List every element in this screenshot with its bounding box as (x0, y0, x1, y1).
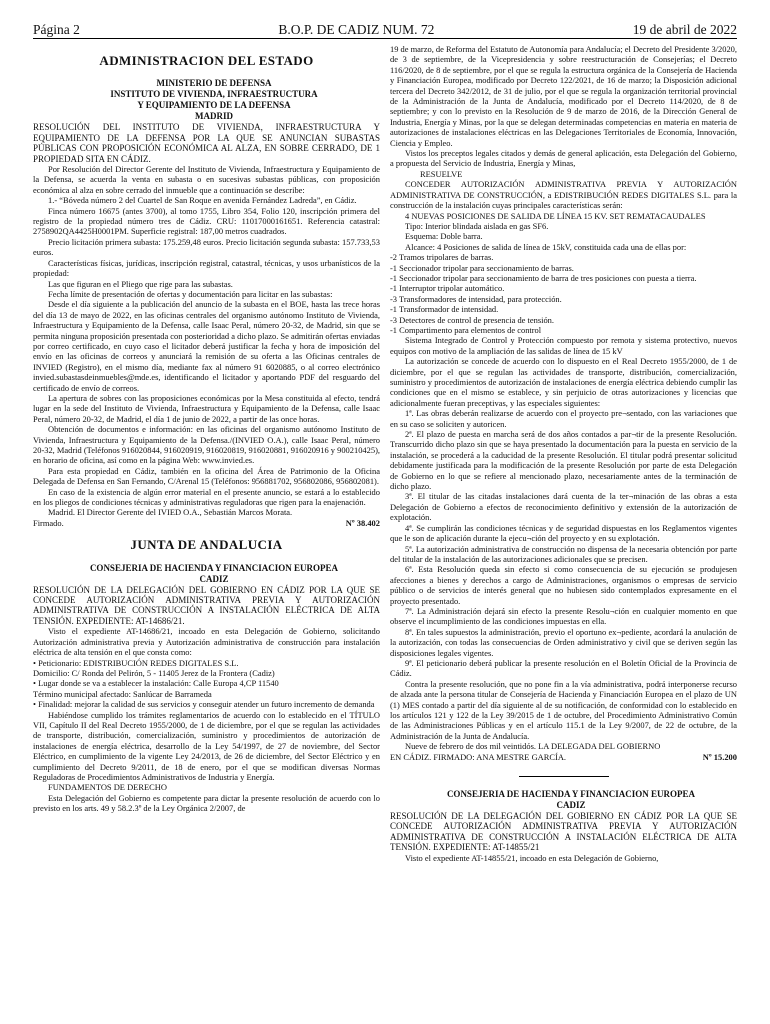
detail-line: • Peticionario: EDISTRIBUCIÓN REDES DIGITALES S.L. (33, 657, 239, 668)
paragraph: 4 NUEVAS POSICIONES DE SALIDA DE LÍNEA 15 KV. SET REMATACAUDALES (405, 210, 706, 221)
detail-line: Domicilio: C/ Ronda del Pelirón, 5 - 11405 Jerez de la Frontera (Cadiz) (33, 667, 275, 678)
condition: 5ª. La autorización administrativa de construcción no dispensa de la necesaria obtención por parte del titular de la instalación de las autorizaciones adicionales que se precisen. (390, 543, 737, 564)
paragraph: Alcance: 4 Posiciones de salida de línea de 15kV, constituida cada una de ellas por: (405, 241, 687, 252)
section-title-junta: JUNTA DE ANDALUCIA (130, 537, 283, 553)
subheading: FUNDAMENTOS DE DERECHO (48, 782, 167, 793)
detail-line: Término municipal afectado: Sanlúcar de Barrameda (33, 688, 212, 699)
list-item: -1 Transformador de intensidad. (390, 304, 499, 315)
detail-line: • Lugar donde se va a establecer la instalación: Calle Europa 4,CP 11540 (33, 678, 279, 689)
list-item: -3 Transformadores de intensidad, para protección. (390, 293, 562, 304)
paragraph: Las que figuran en el Pliego que rige para las subastas. (48, 278, 233, 289)
org-line: MADRID (195, 111, 233, 122)
condition: 3ª. El titular de las citadas instalaciones dará cuenta de la ter¬minación de las obras a esta Delegación de Gobierno a efectos de reconocimiento definitivo y extensión de la autorización de explotación. (390, 491, 737, 523)
paragraph: 19 de marzo, de Reforma del Estatuto de Autonomía para Andalucía; el Decreto del Presidente 3/2020, de 3 de septiembre, de la Vicepresidencia y sobre reestructuración de Consejerías; el Decreto 116/2020, de 8 de septiembre, por el que se regula la estructura orgánica de la Consejería de Hacienda y Financiación Europea, modificado por Decreto 122/2021, de 16 de marzo; la Disposición adicional tercera del Decreto 342/2012, de 31 de julio, por el que se regula la organización territorial provincial de la Administración de la Junta de Andalucía, modificado por el Decreto 114/2020, de 8 de septiembre; y con lo previsto en la Resolución de 9 de marzo de 2016, de la Dirección General de Industria, Energía y Minas, por la que se delegan determinadas competencias en materia en materia de autorizaciones de instalaciones eléctricas en las Delegaciones Territoriales de Economía, Innovación, Ciencia y Empleo. (390, 44, 737, 148)
paragraph: Madrid. El Director Gerente del IVIED O.A., Sebastián Marcos Morata. (48, 507, 293, 518)
paragraph: CONCEDER AUTORIZACIÓN ADMINISTRATIVA PREVIA Y AUTORIZACIÓN ADMINISTRATIVA DE CONSTRUCCIÓN, a EDISTRIBUCIÓN REDES DIGITALES S.L. para la construcción de la instalación cuyas principales características serán: (390, 179, 737, 211)
paragraph: La autorización se concede de acuerdo con lo dispuesto en el Real Decreto 1955/2000, de 1 de diciembre, por el que se regulan las actividades de transporte, distribución, comercialización, suministro y procedimientos de autorización de instalaciones de energía eléctrica debiendo cumplir las condiciones que en el mismo se establece, y sin perjuicio de otras autorizaciones y licencias que adicionalmente fueran preceptivas, y las especiales siguientes: (390, 356, 737, 408)
list-item: -2 Tramos tripolares de barras. (390, 252, 494, 263)
header-rule (33, 38, 737, 39)
resolution-title: RESOLUCIÓN DE LA DELEGACIÓN DEL GOBIERNO EN CÁDIZ POR LA QUE SE CONCEDE AUTORIZACIÓN ADMINISTRATIVA PREVIA Y AUTORIZACIÓN ADMINISTRATIVA DE CONSTRUCCIÓN A INSTALACIÓN ELÉCTRICA DE ALTA TENSIÓN. EXPEDIENTE: AT-14855/21 (390, 811, 737, 853)
paragraph: 1.- “Bóveda número 2 del Cuartel de San Roque en avenida Fernández Ladreda”, en Cádiz. (48, 195, 357, 206)
paragraph: Precio licitación primera subasta: 175.259,48 euros. Precio licitación segunda subasta: 157.733,53 euros. (33, 236, 380, 258)
paragraph: Desde el día siguiente a la publicación del anuncio de la subasta en el BOE, hasta las trece horas del día 13 de mayo de 2022, en las oficinas centrales del organismo autónomo Instituto de Vivienda, Infraestructura y Equipamiento de la Defensa, calle Isaac Peral, número 20-32, de Madrid, sin que se permita ninguna proposición presentada con posterioridad a dicho plazo. Se admitirán ofertas enviadas por correo certificado, en cuyo caso el licitador deberá justificar la fecha y hora de imposición del envío en las oficinas de correos y anunciará la remisión de su oferta a las Oficinas centrales de INVIED (Registro), en el mismo día, mediante fax al número 91 6020885, o al correo electrónico invied.subastasdeinmuebles@mde.es, identificando el licitador y aportando PDF del resguardo del certificado de envío de correos. (33, 299, 380, 393)
condition: 1ª. Las obras deberán realizarse de acuerdo con el proyecto pre¬sentado, con las variaciones que en su caso se soliciten y autoricen. (390, 408, 737, 429)
paragraph: Tipo: Interior blindada aislada en gas SF6. (405, 220, 549, 231)
signature-line (33, 518, 380, 528)
signature-label: Firmado. (33, 517, 64, 528)
paragraph: Finca número 16675 (antes 3700), al tomo 1755, Libro 354, Folio 120, inscripción primera del registro de la propiedad número tres de Cádiz. CRU: 11017000161651. Referencia catastral: 2758902QA4425H0001PM. Superficie registral: 187,00 metros cuadrados. (33, 205, 380, 237)
condition: 8ª. En tales supuestos la administración, previo el oportuno ex¬pediente, acordará la anulación de la autorización, con todas las consecuencias de Orden administrativo y civil que se deriven según las disposiciones legales vigentes. (390, 626, 737, 658)
condition: 7ª. La Administración dejará sin efecto la presente Resolu¬ción en cualquier momento en que observe el incumplimiento de las condiciones impuestas en ella. (390, 605, 737, 627)
page-number: Página 2 (33, 22, 80, 37)
paragraph: La apertura de sobres con las proposiciones económicas por la Mesa constituida al efecto, tendrá lugar en la sede del Instituto de Vivienda, Infraestructura y Equipamiento de la Defensa, calle Isaac Peral, número 20-32, de Madrid, el día 1 de junio de 2022, a partir de las once horas. (33, 392, 380, 424)
condition: 9ª. El peticionario deberá publicar la presente resolución en el Boletín Oficial de la Provincia de Cádiz. (390, 657, 737, 679)
condition: 4ª. Se cumplirán las condiciones técnicas y de seguridad dispuestas en los Reglamentos vigentes que le son de aplicación durante la ejecu¬ción del proyecto y en su explotación. (390, 522, 737, 544)
paragraph: Sistema Integrado de Control y Protección compuesto por remota y sistema protectivo, nuevos equipos con motivo de la ampliación de las salidas de línea de 15 kV (390, 335, 737, 356)
list-item: -1 Seccionador tripolar para seccionamiento de barras. (390, 262, 574, 273)
paragraph: Obtención de documentos e información: en las oficinas del organismo autónomo Instituto de Vivienda, Infraestructura y Equipamiento de la Defensa./(INVIED O.A.), calle Isaac Peral, número 20-32, Madrid (Teléfonos 916020844, 916020919, 916020819, 916020881, 916020916 y 900210425), en horario de oficina, así como en la página Web: www.invied.es. (33, 424, 380, 466)
list-item: -1 Interruptor tripolar automático. (390, 283, 505, 294)
signature-line (390, 752, 737, 762)
paragraph: Características físicas, jurídicas, inscripción registral, catastral, técnicas, y usos urbanísticos de la propiedad: (33, 257, 380, 279)
paragraph: En caso de la existencia de algún error material en el presente anuncio, se estará a lo establecido en los pliegos de condiciones técnicas y administrativas reguladoras que rigen para la enajenación. (33, 486, 380, 508)
paragraph: Visto el expediente AT-14855/21, incoado en esta Delegación de Gobierno, (405, 852, 659, 863)
list-item: -1 Compartimento para elementos de control (390, 324, 542, 335)
resolution-title: RESOLUCIÓN DEL INSTITUTO DE VIVIENDA, INFRAESTRUCTURA Y EQUIPAMIENTO DE LA DEFENSA POR LA QUE SE ANUNCIAN SUBASTAS PÚBLICAS CON PROPOSICIÓN ECONÓMICA AL ALZA, EN SOBRE CERRADO, DE 1 PROPIEDAD SITA EN CÁDIZ. (33, 122, 380, 164)
paragraph: Habiéndose cumplido los trámites reglamentarios de acuerdo con lo establecido en el TÍTULO VII, Capítulo II del Real Decreto 1955/2000, de 1 de diciembre, por el que se regulan las actividades de transporte, distribución, comercialización, suministro y procedimientos de autorización de instalaciones de energía eléctrica, desarrollo de la Ley 54/1997, de 27 de noviembre, del Sector Eléctrico, en cumplimiento de la vigente Ley 24/2013, de 26 de diciembre, del Sector Eléctrico y en cumplimiento del Decreto 9/2011, de 18 de enero, por el que se modifican diversas Normas Reguladoras de Procedimientos Administrativos de Industria y Energía. (33, 709, 380, 782)
signature-label: EN CÁDIZ. FIRMADO: ANA MESTRE GARCÍA. (390, 751, 567, 762)
org-line: CADIZ (556, 800, 586, 811)
resolution-title: RESOLUCIÓN DE LA DELEGACIÓN DEL GOBIERNO EN CÁDIZ POR LA QUE SE CONCEDE AUTORIZACIÓN ADMINISTRATIVA PREVIA Y AUTORIZACIÓN ADMINISTRATIVA DE CONSTRUCCIÓN A INSTALACIÓN ELÉCTRICA DE ALTA TENSIÓN. EXPEDIENTE: AT-14686/21. (33, 584, 380, 626)
org-line: CADIZ (199, 573, 229, 584)
paragraph: Contra la presente resolución, que no pone fin a la vía administrativa, podrá interponerse recurso de alzada ante la persona titular de Consejería de Hacienda y Financiación Europea en el plazo de UN (1) MES contado a partir del día siguiente al de su notificación, de conformidad con lo establecido en los artículos 121 y 122 de la Ley 39/2015 de 1 de octubre, del Procedimiento Administrativo Común de las Administraciones Públicas y en el artículo 115.1 de la Ley 9/2007, de 22 de octubre, de la Administración de la Junta de Andalucía. (390, 678, 737, 741)
section-title-estado: ADMINISTRACION DEL ESTADO (99, 53, 314, 68)
paragraph: Por Resolución del Director Gerente del Instituto de Vivienda, Infraestructura y Equipamiento de la Defensa, se acuerda la venta en subasta o en sucesivas subastas públicas, con proposición económica al alza en sobre cerrado del inmueble que a continuación se describe: (33, 164, 380, 195)
condition: 6ª. Esta Resolución queda sin efecto si como consecuencia de su ejecución se produjesen afecciones a bienes y derechos a cargo de Administraciones, organismos o empresas de servicio público o de servicios de interés general que no hubiesen sido contemplados expresamente en el proyecto presentado. (390, 564, 737, 606)
list-item: -3 Detectores de control de presencia de tensión. (390, 314, 554, 325)
left-column (33, 44, 380, 814)
org-line: INSTITUTO DE VIVIENDA, INFRAESTRUCTURA (110, 89, 318, 100)
condition: 2ª. El plazo de puesta en marcha será de dos años contados a par¬tir de la presente Resolución. Transcurrido dicho plazo sin que se haya presentado la documentación para la puesta en servicio de la instalación, se procederá a la caducidad de la presente Resolución. El titular podrá presentar solicitud debidamente justificada para la modificación de la presente Resolución por parte de esta Delegación de Gobierno en lo que se refiere al mencionado plazo, necesariamente antes de la terminación de dicho plazo. (390, 429, 737, 492)
paragraph: Fecha límite de presentación de ofertas y documentación para licitar en las subastas: (48, 288, 333, 299)
paragraph: Para esta propiedad en Cádiz, también en la oficina del Área de Patrimonio de la Oficina Delegada de Defensa en San Fernando, C/Arenal 15 (Teléfonos: 956881702, 956802086, 956802081). (33, 465, 380, 487)
paragraph: Vistos los preceptos legales citados y demás de general aplicación, esta Delegación del Gobierno, a propuesta del Servicio de Industria, Energía y Minas, (390, 148, 737, 169)
paragraph: Visto el expediente AT-14686/21, incoado en esta Delegación de Gobierno, solicitando Autorización administrativa previa y Autorización administrativa de construcción para instalación eléctrica de alta tensión en el que consta como: (33, 626, 380, 658)
org-line: Y EQUIPAMIENTO DE LA DEFENSA (137, 100, 291, 111)
resuelve-heading: RESUELVE (420, 168, 463, 179)
right-column (390, 44, 737, 863)
announcement-number: Nº 15.200 (702, 751, 737, 762)
detail-line: • Finalidad: mejorar la calidad de sus servicios y conseguir atender un futuro incremento de demanda (33, 699, 375, 710)
publication-date: 19 de abril de 2022 (632, 22, 737, 37)
announcement-number: Nº 38.402 (345, 517, 380, 528)
paragraph: Esquema: Doble barra. (405, 231, 483, 242)
signature-line: Nueve de febrero de dos mil veintidós. LA DELEGADA DEL GOBIERNO (405, 741, 661, 752)
separator-rule (519, 776, 609, 777)
paragraph: Esta Delegación del Gobierno es competente para dictar la presente resolución de acuerdo con lo previsto en los arts. 49 y 58.2.3º de la Ley Orgánica 2/2007, de (33, 792, 380, 814)
publication-title: B.O.P. DE CADIZ NUM. 72 (278, 22, 435, 37)
list-item: -1 Seccionador tripolar para seccionamiento de barra de tres posiciones con puesta a tierra. (390, 272, 697, 283)
org-line: CONSEJERIA DE HACIENDA Y FINANCIACION EUROPEA (446, 789, 696, 800)
org-line: MINISTERIO DE DEFENSA (156, 78, 272, 89)
org-line: CONSEJERIA DE HACIENDA Y FINANCIACION EUROPEA (89, 562, 339, 573)
page-header (33, 14, 737, 38)
